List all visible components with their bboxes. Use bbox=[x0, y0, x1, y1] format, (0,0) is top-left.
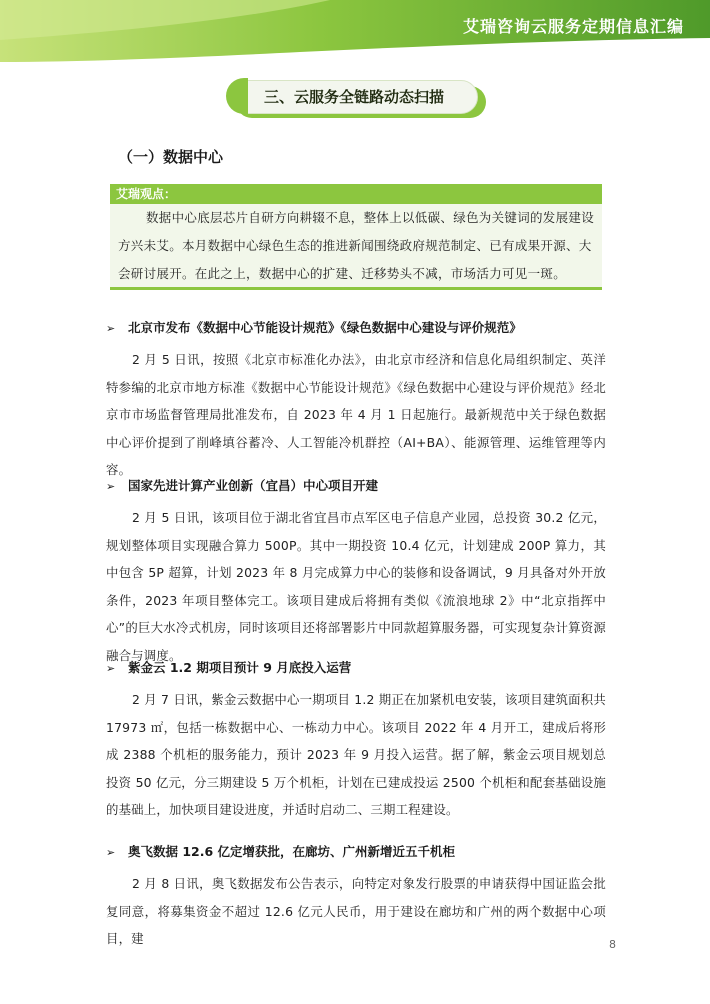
viewpoint-text: 数据中心底层芯片自研方向耕辍不息，整体上以低碳、绿色为关键词的发展建设方兴未艾。本月数据中心绿色生态的推进新闻围绕政府规范制定、已有成果开源、大会研讨展开。在此之上，数据中心的扩建、迁移势头不减，市场活力可见一斑。 bbox=[110, 204, 602, 290]
news-item bbox=[106, 658, 606, 824]
news-title: 紫金云 1.2 期项目预计 9 月底投入运营 bbox=[128, 660, 352, 675]
pill-accent bbox=[226, 78, 248, 114]
arrow-bullet-icon: ➢ bbox=[106, 846, 116, 859]
news-item bbox=[106, 476, 606, 670]
news-title: 北京市发布《数据中心节能设计规范》《绿色数据中心建设与评价规范》 bbox=[128, 320, 522, 335]
section-title: 三、云服务全链路动态扫描 bbox=[230, 80, 478, 114]
arrow-bullet-icon: ➢ bbox=[106, 322, 116, 335]
news-item bbox=[106, 842, 606, 953]
page-header bbox=[0, 0, 710, 64]
news-title: 奥飞数据 12.6 亿定增获批，在廊坊、广州新增近五千机柜 bbox=[128, 844, 456, 859]
viewpoint-label: 艾瑞观点： bbox=[110, 184, 602, 204]
news-body: 2 月 5 日讯，该项目位于湖北省宜昌市点军区电子信息产业园，总投资 30.2 亿元，规划整体项目实现融合算力 500P。其中一期投资 10.4 亿元，计划建成 200P 算力，其中包含 5P 超算，计划 2023 年 8 月完成算力中心的装修和设备调试，9 月具备对外开放条件，2023 年项目整体完工。该项目建成后将拥有类似《流浪地球 2》中“北京指挥中心”的巨大水冷式机房，同时该项目还将部署影片中同款超算服务器，可实现复杂计算资源融合与调度。 bbox=[106, 510, 606, 663]
page-number: 8 bbox=[609, 938, 616, 951]
news-body: 2 月 7 日讯，紫金云数据中心一期项目 1.2 期正在加紧机电安装，该项目建筑面积共 17973 ㎡，包括一栋数据中心、一栋动力中心。该项目 2022 年 4 月开工，建成后将形成 2388 个机柜的服务能力，预计 2023 年 9 月投入运营。据了解，紫金云项目规划总投资 50 亿元，分三期建设 5 万个机柜，计划在已建成投运 2500 个机柜和配套基础设施的基础上，加快项目建设进度，并适时启动二、三期工程建设。 bbox=[106, 692, 606, 818]
news-body: 2 月 5 日讯，按照《北京市标准化办法》，由北京市经济和信息化局组织制定、英洋特参编的北京市地方标准《数据中心节能设计规范》《绿色数据中心建设与评价规范》经北京市市场监督管理局批准发布，自 2023 年 4 月 1 日起施行。最新规范中关于绿色数据中心评价提到了削峰填谷蓄冷、人工智能冷机群控（AI+BA）、能源管理、运维管理等内容。 bbox=[106, 352, 606, 478]
news-title: 国家先进计算产业创新（宜昌）中心项目开建 bbox=[128, 478, 379, 493]
section-heading-pill bbox=[228, 80, 490, 120]
subsection-title: （一）数据中心 bbox=[118, 148, 224, 166]
news-body: 2 月 8 日讯，奥飞数据发布公告表示，向特定对象发行股票的申请获得中国证监会批复同意，将募集资金不超过 12.6 亿元人民币，用于建设在廊坊和广州的两个数据中心项目，建 bbox=[106, 876, 606, 947]
arrow-bullet-icon: ➢ bbox=[106, 480, 116, 493]
arrow-bullet-icon: ➢ bbox=[106, 662, 116, 675]
header-title: 艾瑞咨询云服务定期信息汇编 bbox=[462, 17, 684, 36]
news-item bbox=[106, 318, 606, 484]
viewpoint-box bbox=[110, 184, 602, 290]
